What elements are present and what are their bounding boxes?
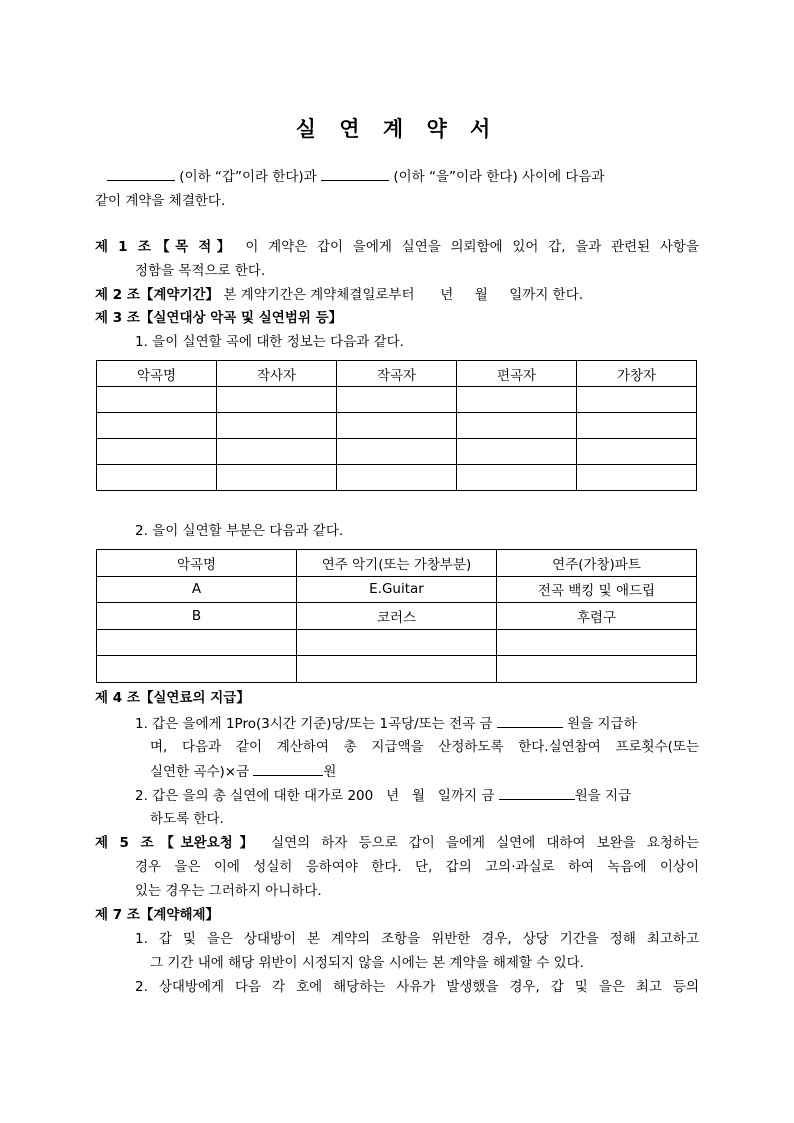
article-4-item-2-line-2: 하도록 한다. xyxy=(150,811,224,827)
table-cell[interactable]: 전곡 백킹 및 애드립 xyxy=(497,576,697,603)
intro-line-1 xyxy=(95,166,699,187)
article-3-item-2: 2. 을이 실연할 부분은 다음과 같다. xyxy=(135,523,344,539)
amount-per-unit-blank[interactable] xyxy=(497,713,563,728)
article-1-heading: 제 1 조【목 적】 xyxy=(95,239,236,255)
table-cell[interactable] xyxy=(457,439,577,465)
article-4-item-2-line-1 xyxy=(135,785,699,806)
table-header-cell: 연주 악기(또는 가창부분) xyxy=(297,550,497,577)
party-a-blank[interactable] xyxy=(107,166,175,181)
table-cell[interactable]: 코러스 xyxy=(297,603,497,630)
article-4-item-1-line-2: 며, 다음과 같이 계산하여 총 지급액을 산정하도록 한다.실연참여 프로횟수(또는 xyxy=(150,739,699,755)
table-cell[interactable] xyxy=(297,629,497,656)
table-cell[interactable]: E.Guitar xyxy=(297,576,497,603)
table-header-cell: 악곡명 xyxy=(97,361,217,387)
article-4-item-1-text-d: 원 xyxy=(323,764,337,780)
table-cell[interactable] xyxy=(97,656,297,683)
table-row xyxy=(97,439,697,465)
article-7-item-2-line-1: 2. 상대방에게 다음 각 호에 해당하는 사유가 발생했을 경우, 갑 및 을은 최고 등의 xyxy=(135,979,699,995)
article-1-text-2: 정함을 목적으로 한다. xyxy=(135,263,266,279)
intro-text-b: (이하 “을”이라 한다) 사이에 다음과 xyxy=(393,169,605,185)
unit-price-blank[interactable] xyxy=(253,761,323,776)
article-7-item-1-line-1: 1. 갑 및 을은 상대방이 본 계약의 조항을 위반한 경우, 상당 기간을 정해 최고하고 xyxy=(135,931,699,947)
table-row xyxy=(97,413,697,439)
party-b-blank[interactable] xyxy=(321,166,389,181)
article-4-item-2-text-a: 2. 갑은 을의 총 실연에 대한 대가로 200 년 월 일까지 금 xyxy=(135,788,495,804)
intro-line-2: 같이 계약을 체결한다. xyxy=(95,193,226,209)
article-4-item-1-line-1 xyxy=(135,713,699,734)
article-7-heading: 제 7 조【계약해제】 xyxy=(95,907,220,923)
table-row xyxy=(97,387,697,413)
article-4-item-1-text-c: 실연한 곡수)×금 xyxy=(150,764,250,780)
table-cell[interactable] xyxy=(337,387,457,413)
table-header-cell: 편곡자 xyxy=(457,361,577,387)
article-3-heading: 제 3 조【실연대상 악곡 및 실연범위 등】 xyxy=(95,310,343,326)
table-row xyxy=(97,576,697,603)
table-row xyxy=(97,603,697,630)
table-cell[interactable] xyxy=(337,413,457,439)
table-header-cell: 악곡명 xyxy=(97,550,297,577)
table-cell[interactable] xyxy=(217,439,337,465)
table-cell[interactable] xyxy=(217,413,337,439)
article-5-text-2: 경우 을은 이에 성실히 응하여야 한다. 단, 갑의 고의·과실로 하여 녹음에 이상이 xyxy=(135,859,699,875)
article-2-heading: 제 2 조【계약기간】 xyxy=(95,287,220,303)
table-cell[interactable]: B xyxy=(97,603,297,630)
table-cell[interactable] xyxy=(497,656,697,683)
table-header-cell: 작곡자 xyxy=(337,361,457,387)
article-4-item-1-text-b: 원을 지급하 xyxy=(567,716,637,732)
article-1-text-1: 이 계약은 갑이 을에게 실연을 의뢰함에 있어 갑, 을과 관련된 사항을 xyxy=(245,239,700,255)
table-cell[interactable]: 후렴구 xyxy=(497,603,697,630)
total-amount-blank[interactable] xyxy=(499,785,575,800)
table-cell[interactable] xyxy=(97,465,217,491)
table-header-row xyxy=(97,361,697,387)
article-2-line xyxy=(95,285,699,305)
table-cell[interactable] xyxy=(97,387,217,413)
article-2-text: 본 계약기간은 계약체결일로부터 년 월 일까지 한다. xyxy=(223,287,584,303)
document-title: 실 연 계 약 서 xyxy=(295,117,499,141)
table-cell[interactable] xyxy=(577,413,697,439)
article-5-line-1 xyxy=(95,833,699,853)
article-4-heading: 제 4 조【실연료의 지급】 xyxy=(95,690,250,706)
table-header-cell: 작사자 xyxy=(217,361,337,387)
article-1-line-1 xyxy=(95,237,699,257)
article-5-heading: 제 5 조【보완요청】 xyxy=(95,835,260,851)
performance-part-table xyxy=(96,549,697,683)
table-cell[interactable] xyxy=(457,465,577,491)
table-cell[interactable] xyxy=(577,387,697,413)
table-cell[interactable] xyxy=(577,439,697,465)
article-7-item-1-line-2: 그 기간 내에 해당 위반이 시정되지 않을 시에는 본 계약을 해제할 수 있다. xyxy=(150,955,584,971)
table-row xyxy=(97,629,697,656)
table-cell[interactable] xyxy=(337,465,457,491)
table-cell[interactable] xyxy=(217,387,337,413)
table-row xyxy=(97,656,697,683)
table-cell[interactable] xyxy=(297,656,497,683)
table-cell[interactable] xyxy=(457,387,577,413)
article-4-item-1-text-a: 1. 갑은 을에게 1Pro(3시간 기준)당/또는 1곡당/또는 전곡 금 xyxy=(135,716,493,732)
table-cell[interactable] xyxy=(97,413,217,439)
intro-text-a: (이하 “갑”이라 한다)과 xyxy=(179,169,317,185)
article-4-item-1-line-3 xyxy=(150,761,699,782)
table-cell[interactable] xyxy=(217,465,337,491)
article-5-text-3: 있는 경우는 그러하지 아니하다. xyxy=(135,883,322,899)
song-info-table xyxy=(96,360,697,491)
article-5-text-1: 실연의 하자 등으로 갑이 을에게 실연에 대하여 보완을 요청하는 xyxy=(271,835,699,851)
table-row xyxy=(97,465,697,491)
table-cell[interactable] xyxy=(97,439,217,465)
table-cell[interactable] xyxy=(577,465,697,491)
table-cell[interactable] xyxy=(497,629,697,656)
table-cell[interactable]: A xyxy=(97,576,297,603)
table-cell[interactable] xyxy=(337,439,457,465)
table-header-row xyxy=(97,550,697,577)
article-3-item-1: 1. 을이 실연할 곡에 대한 정보는 다음과 같다. xyxy=(135,334,404,350)
table-header-cell: 연주(가창)파트 xyxy=(497,550,697,577)
table-cell[interactable] xyxy=(457,413,577,439)
table-cell[interactable] xyxy=(97,629,297,656)
article-4-item-2-text-b: 원을 지급 xyxy=(574,788,632,804)
table-header-cell: 가창자 xyxy=(577,361,697,387)
